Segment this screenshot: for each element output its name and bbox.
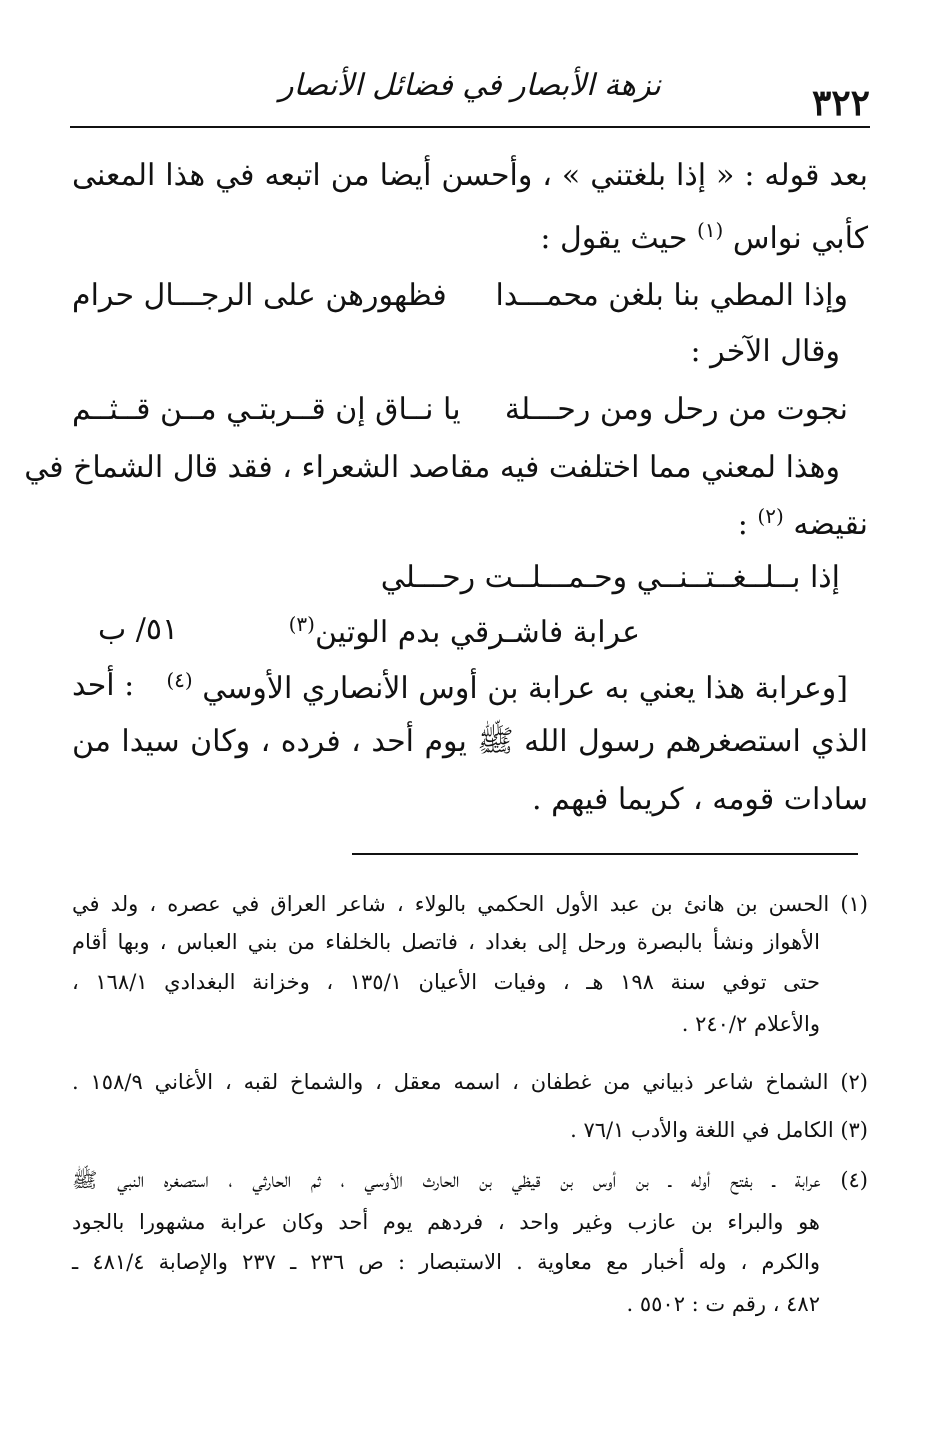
footnote-3: (٣) الكامل في اللغة والأدب ٧٦/١ .: [570, 1118, 868, 1142]
text-span: [وعرابة هذا يعني به عرابة بن أوس الأنصاري الأوسي: [202, 671, 848, 706]
footnote-4-line-2: هو والبراء بن عازب وغير واحد ، فردهم يوم أحد وكان عرابة مشهورا بالجود: [72, 1210, 820, 1234]
footnote-4-line-1: (٤) عرابة ـ بفتح أوله ـ بن أوس بن قيظي بن الحارث الأوسي ، ثم الحارثي ، استصغره النبي ﷺ: [72, 1168, 868, 1192]
footnote-1-line-4: والأعلام ٢٤٠/٢ .: [681, 1012, 820, 1036]
footnote-1-line-2: الأهواز ونشأ بالبصرة ورحل إلى بغداد ، فاتصل بالخلفاء من بني العباس ، وبها أقام: [72, 930, 820, 954]
paragraph-4-line-1: [166, 668, 848, 707]
folio-marker: ٥١/ ب: [98, 612, 179, 647]
paragraph-4-line-2: الذي استصغرهم رسول الله ﷺ يوم أحد ، فرده ، وكان سيدا من: [72, 724, 868, 759]
running-title: نزهة الأبصار في فضائل الأنصار: [279, 68, 661, 103]
footnote-reference-4: (٤): [166, 668, 193, 692]
verse-2-first-hemistich: نجوت من رحل ومن رحـــلة: [504, 392, 848, 427]
footnote-reference-3: (٣): [288, 612, 315, 636]
footnote-1-line-3: حتى توفي سنة ١٩٨ هـ ، وفيات الأعيان ١٣٥/١ ، وخزانة البغدادي ١٦٨/١ ،: [72, 970, 820, 994]
paragraph-3-line-1: وهذا لمعني مما اختلفت فيه مقاصد الشعراء ، فقد قال الشماخ في: [24, 450, 840, 485]
footnote-1-line-1: (١) الحسن بن هانئ بن عبد الأول الحكمي بالولاء ، شاعر العراق في عصره ، ولد في: [72, 892, 868, 916]
paragraph-1-line-1: بعد قوله : « إذا بلغتني » ، وأحسن أيضا من اتبعه في هذا المعنى: [72, 158, 868, 193]
paragraph-3-line-2: [738, 504, 868, 543]
text-span: نقيضه: [793, 507, 868, 542]
paragraph-4-line-3: سادات قومه ، كريما فيهم .: [532, 782, 868, 817]
paragraph-2: وقال الآخر :: [690, 334, 840, 369]
verse-2-second-hemistich: يا نــاق إن قــربتـي مــن قــثــم: [72, 392, 461, 427]
footnote-4-line-4: ٤٨٢ ، رقم ت : ٥٥٠٢ .: [626, 1292, 820, 1316]
footnote-4-line-3: والكرم ، وله أخبار مع معاوية . الاستبصار : ص ٢٣٦ ـ ٢٣٧ والإصابة ٤٨١/٤ ـ: [72, 1250, 820, 1274]
verse-1-second-hemistich: فظهورهن على الرجـــال حرام: [72, 278, 447, 313]
page-number: ٣٢٢: [811, 82, 870, 124]
page-header: [70, 64, 870, 124]
text-span: كأبي نواس: [732, 221, 868, 256]
text-span: عرابة فاشـرقي بدم الوتين: [314, 615, 640, 650]
verse-3-line-2: [289, 612, 640, 651]
text-span: حيث يقول :: [540, 221, 688, 256]
paragraph-4-line-1-end: : أحد: [72, 668, 135, 703]
footnote-reference-2: (٢): [757, 504, 784, 528]
footnote-rule: [352, 853, 858, 855]
paragraph-1-line-2: [540, 218, 868, 257]
footnote-2: (٢) الشماخ شاعر ذبياني من غطفان ، اسمه معقل ، والشماخ لقبه ، الأغاني ١٥٨/٩ .: [72, 1070, 868, 1094]
header-rule: [70, 126, 870, 128]
verse-1-first-hemistich: وإذا المطي بنا بلغن محمـــدا: [495, 278, 848, 313]
footnote-reference-1: (١): [696, 218, 724, 242]
verse-3-line-1: إذا بــلــغــتــنــي وحـمـــلــت رحـــلي: [380, 560, 840, 595]
text-span: :: [737, 507, 748, 542]
